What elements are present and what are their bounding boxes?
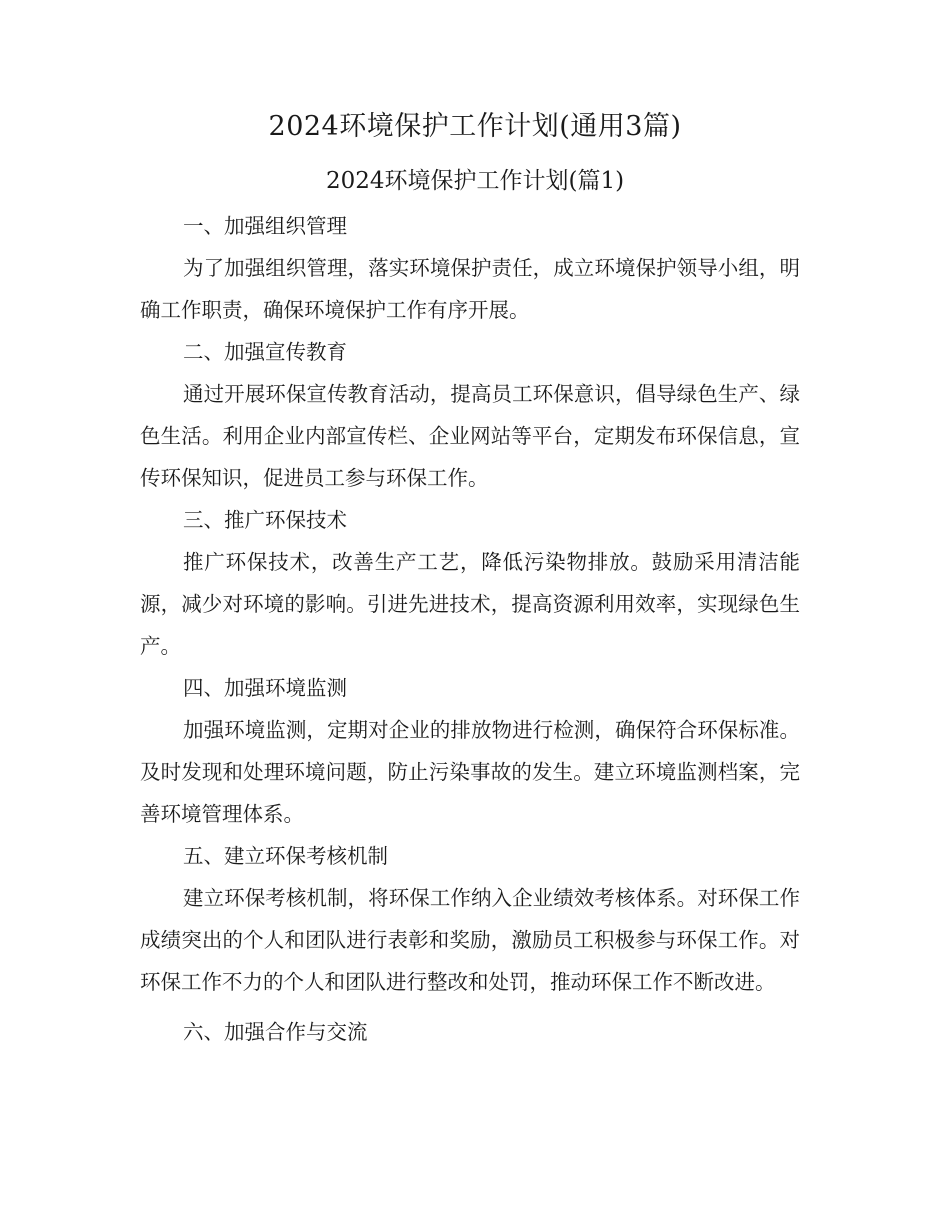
section-heading-5: 五、建立环保考核机制 (183, 844, 388, 868)
section-body-5: 建立环保考核机制，将环保工作纳入企业绩效考核体系。对环保工作成绩突出的个人和团队进行表彰和奖励，激励员工积极参与环保工作。对环保工作不力的个人和团队进行整改和处罚，推动环保工作不断改进。 (140, 886, 800, 994)
section-body-2: 通过开展环保宣传教育活动，提高员工环保意识，倡导绿色生产、绿色生活。利用企业内部宣传栏、企业网站等平台，定期发布环保信息，宣传环保知识，促进员工参与环保工作。 (140, 382, 800, 490)
section-heading-3: 三、推广环保技术 (183, 508, 347, 532)
section-body-4: 加强环境监测，定期对企业的排放物进行检测，确保符合环保标准。及时发现和处理环境问题，防止污染事故的发生。建立环境监测档案，完善环境管理体系。 (140, 718, 800, 826)
section-heading-1: 一、加强组织管理 (183, 214, 347, 238)
section-heading-6: 六、加强合作与交流 (183, 1020, 368, 1044)
section-body-3: 推广环保技术，改善生产工艺，降低污染物排放。鼓励采用清洁能源，减少对环境的影响。引进先进技术，提高资源利用效率，实现绿色生产。 (140, 550, 800, 658)
document-subtitle: 2024环境保护工作计划(篇1) (325, 168, 625, 194)
section-heading-4: 四、加强环境监测 (183, 676, 347, 700)
document-title: 2024环境保护工作计划(通用3篇) (268, 111, 682, 142)
section-heading-2: 二、加强宣传教育 (183, 340, 347, 364)
section-body-1: 为了加强组织管理，落实环境保护责任，成立环境保护领导小组，明确工作职责，确保环境保护工作有序开展。 (140, 256, 800, 322)
document-body (140, 205, 800, 1053)
